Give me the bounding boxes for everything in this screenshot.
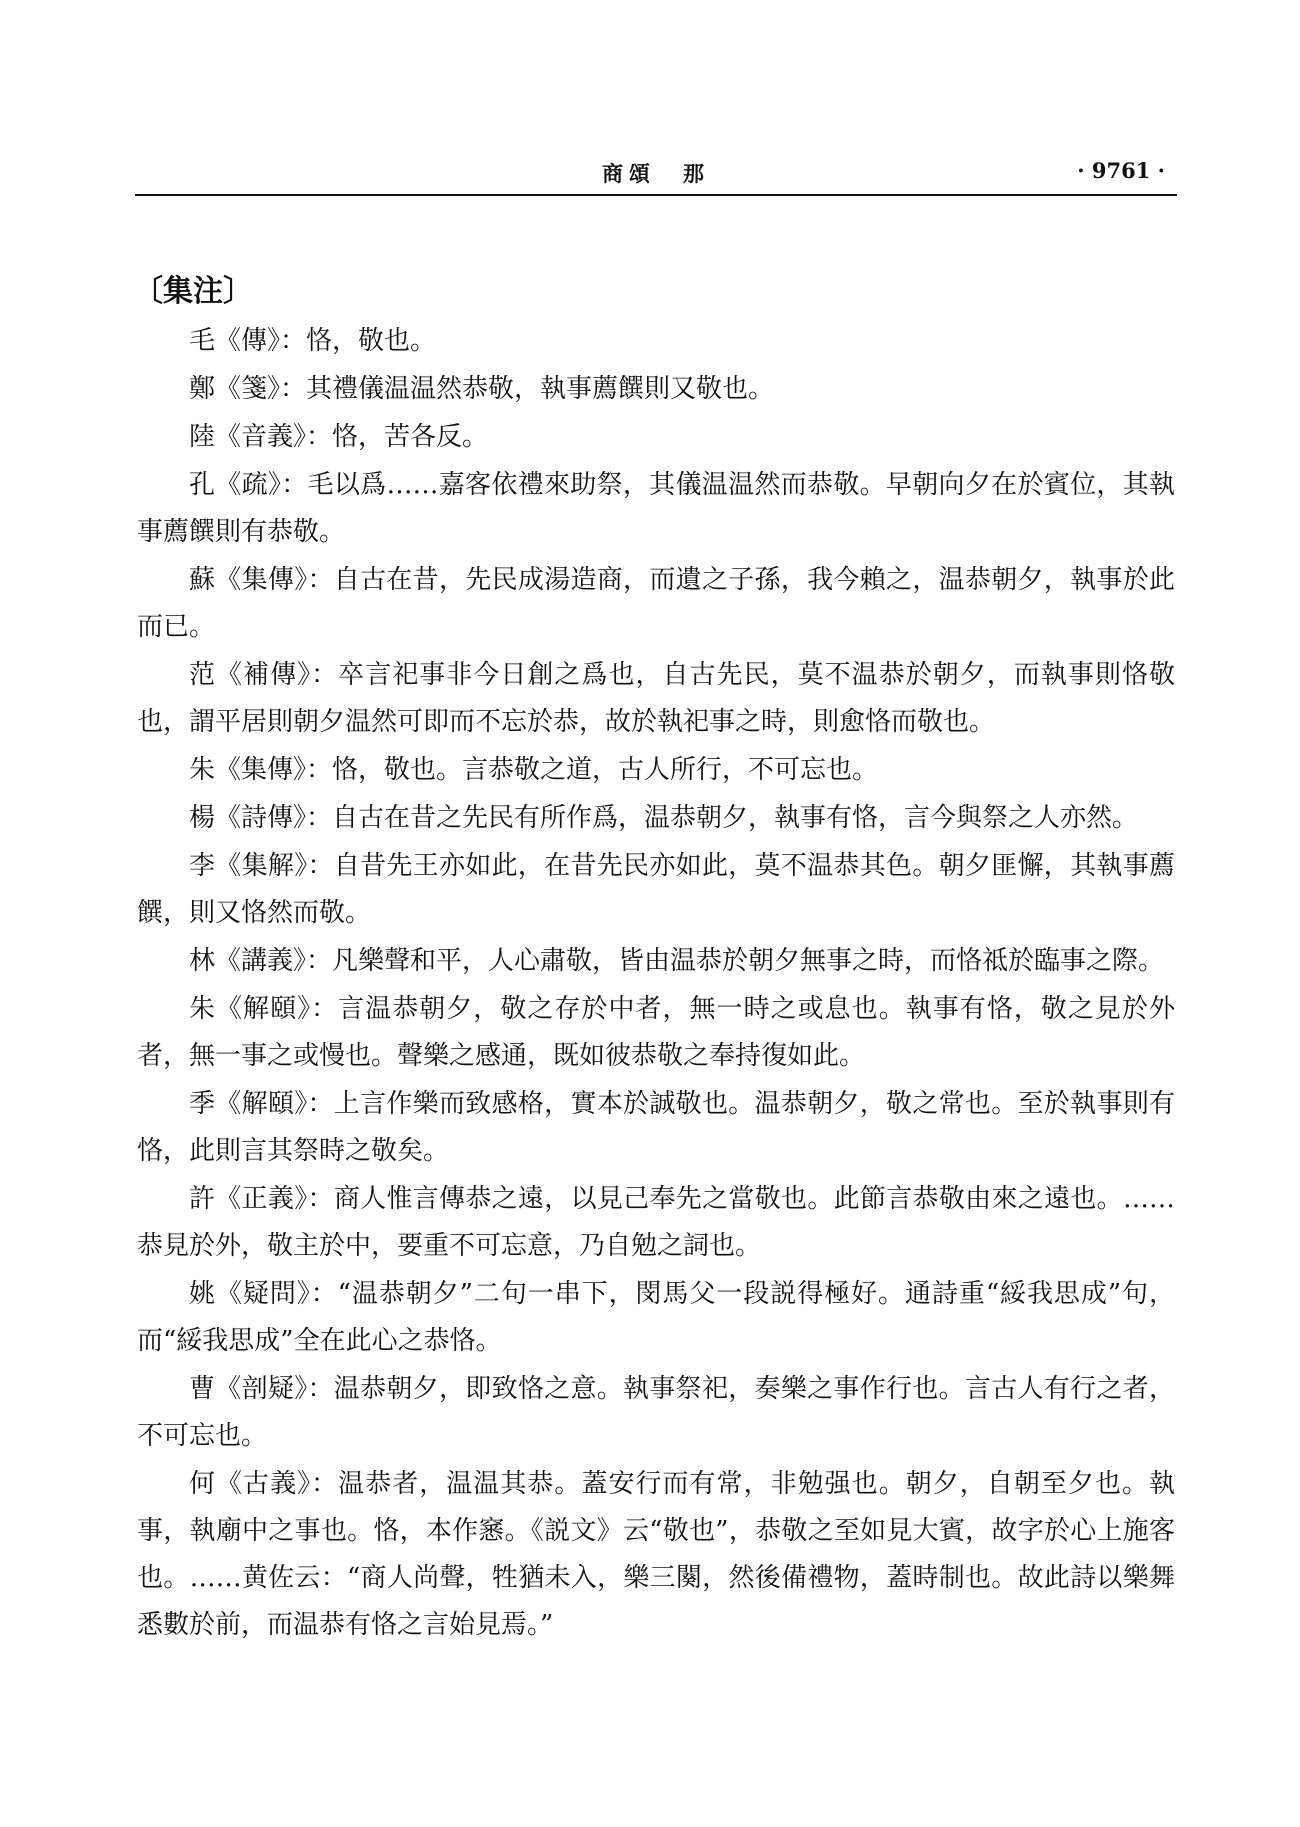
commentary-entry: 孔《疏》：毛以爲……嘉客依禮來助祭，其儀温温然而恭敬。早朝向夕在於賓位，其執事薦饌則有恭敬。 (137, 470, 1175, 547)
commentary-entry: 陸《音義》：恪，苦各反。 (189, 422, 489, 452)
commentary-entry: 范《補傳》：卒言祀事非今日創之爲也，自古先民，莫不温恭於朝夕，而執事則恪敬也，謂平居則朝夕温然可即而不忘於恭，故於執祀事之時，則愈恪而敬也。 (137, 660, 1175, 737)
commentary-entry: 林《講義》：凡樂聲和平，人心肅敬，皆由温恭於朝夕無事之時，而恪祗於臨事之際。 (189, 946, 1165, 976)
running-title: 商頌 那 (602, 161, 710, 186)
commentary-entry: 曹《剖疑》：温恭朝夕，即致恪之意。執事祭祀，奏樂之事作行也。言古人有行之者，不可忘也。 (137, 1374, 1175, 1451)
running-head (135, 158, 1177, 192)
commentary-entry: 毛《傳》：恪，敬也。 (189, 326, 437, 356)
commentary-entry: 許《正義》：商人惟言傳恭之遠，以見己奉先之當敬也。此節言恭敬由來之遠也。……恭見於外，敬主於中，要重不可忘意，乃自勉之詞也。 (137, 1184, 1175, 1261)
commentary-entry: 楊《詩傳》：自古在昔之先民有所作爲，温恭朝夕，執事有恪，言今與祭之人亦然。 (189, 803, 1139, 833)
commentary-entry: 朱《解頤》：言温恭朝夕，敬之存於中者，無一時之或息也。執事有恪，敬之見於外者，無一事之或慢也。聲樂之感通，既如彼恭敬之奉持復如此。 (137, 994, 1175, 1071)
section-heading: 〔集注〕 (133, 274, 253, 309)
commentary-entry: 季《解頤》：上言作樂而致感格，實本於誠敬也。温恭朝夕，敬之常也。至於執事則有恪，此則言其祭時之敬矣。 (137, 1089, 1175, 1166)
commentary-entry: 姚《疑問》：“温恭朝夕”二句一串下，閔馬父一段説得極好。通詩重“綏我思成”句，而“綏我思成”全在此心之恭恪。 (137, 1279, 1175, 1356)
commentary-list (137, 318, 1175, 1650)
header-rule (135, 194, 1177, 196)
commentary-entry: 鄭《箋》：其禮儀温温然恭敬，執事薦饌則又敬也。 (189, 374, 775, 404)
commentary-entry: 李《集解》：自昔先王亦如此，在昔先民亦如此，莫不温恭其色。朝夕匪懈，其執事薦饌，則又恪然而敬。 (137, 851, 1175, 928)
commentary-entry: 蘇《集傳》：自古在昔，先民成湯造商，而遺之子孫，我今賴之，温恭朝夕，執事於此而已。 (137, 565, 1175, 642)
commentary-entry: 朱《集傳》：恪，敬也。言恭敬之道，古人所行，不可忘也。 (189, 755, 879, 785)
page-number: · 9761 · (1077, 158, 1165, 183)
commentary-entry: 何《古義》：温恭者，温温其恭。蓋安行而有常，非勉强也。朝夕，自朝至夕也。執事，執廟中之事也。恪，本作窸。《説文》云“敬也”，恭敬之至如見大賓，故字於心上施客也。……黄佐云：“商人尚聲，牲猶未入，樂三闋，然後備禮物，蓋時制也。故此詩以樂舞悉數於前，而温恭有恪之言始見焉。” (137, 1469, 1175, 1640)
